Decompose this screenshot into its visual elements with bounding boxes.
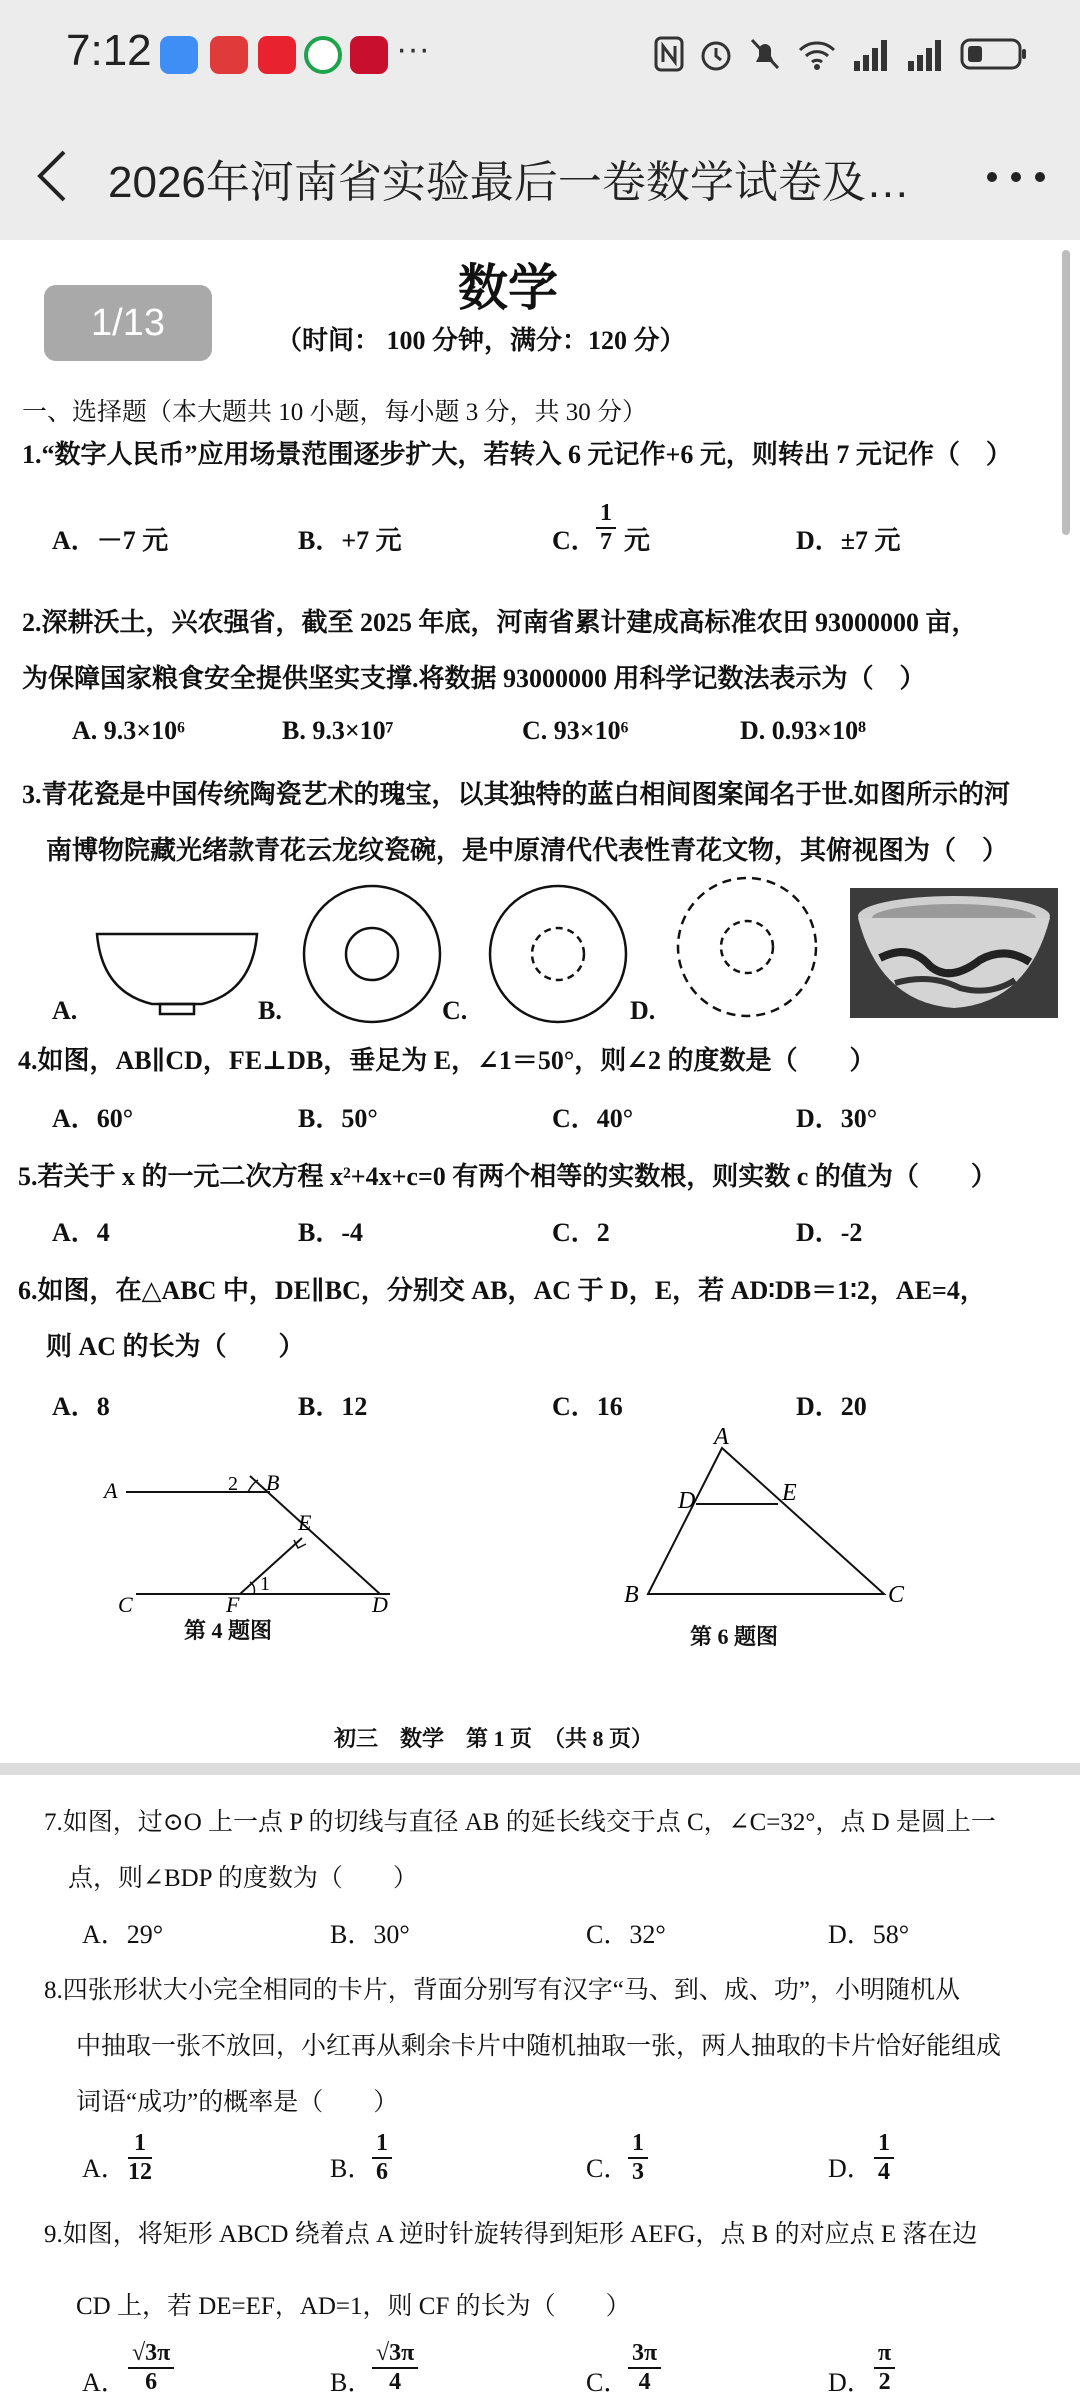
news-app-icon [210, 36, 248, 74]
q5-option-b: B．-4 [298, 1218, 364, 1247]
q9-option-d: D． [828, 2368, 873, 2397]
q6-option-b: B．12 [298, 1392, 368, 1421]
question-7-stem-line2: 点，则∠BDP 的度数为（ ） [68, 1865, 418, 1892]
q4-option-b: B．50° [298, 1104, 378, 1133]
question-6-stem-line2: 则 AC 的长为（ ） [46, 1332, 305, 1361]
question-7-stem-line1: 7.如图，过⊙O 上一点 P 的切线与直径 AB 的延长线交于点 C，∠C=32°，点 D 是圆上一 [44, 1809, 996, 1836]
q8-option-a-fraction [128, 2130, 152, 2186]
figure-4-caption: 第 4 题图 [184, 1618, 273, 1643]
nfc-icon [654, 36, 684, 72]
question-3-stem-line1: 3.青花瓷是中国传统陶瓷艺术的瑰宝，以其独特的蓝白相间图案闻名于世.如图所示的河 [22, 780, 1011, 809]
q7-option-c: C．32° [586, 1920, 666, 1949]
frac-den: 7 [600, 529, 612, 555]
fig6-label-a: A [714, 1424, 729, 1450]
exam-info: （时间： 100 分钟，满分：120 分） [276, 326, 686, 355]
frac-num: 1 [874, 2130, 894, 2159]
q6-option-c: C．16 [552, 1392, 623, 1421]
question-1-stem: 1.“数字人民币”应用场景范围逐步扩大，若转入 6 元记作+6 元，则转出 7 元记作（ ） [22, 440, 1012, 469]
app-header [0, 110, 1080, 240]
frac-den: 4 [638, 2369, 651, 2395]
q5-option-a: A．4 [52, 1218, 110, 1247]
fig4-label-c: C [118, 1592, 133, 1617]
q6-option-a: A．8 [52, 1392, 110, 1421]
shopping-app-icon [258, 36, 296, 74]
question-4-stem: 4.如图，AB∥CD，FE⊥DB，垂足为 E，∠1＝50°，则∠2 的度数是（ ） [18, 1046, 876, 1075]
q3-option-d-dashed-circles [676, 876, 818, 1018]
q3-option-a: A. [52, 996, 78, 1025]
question-8-stem-line3: 词语“成功”的概率是（ ） [76, 2089, 399, 2116]
scrollbar[interactable] [1062, 250, 1070, 535]
frac-num: √3π [128, 2340, 174, 2369]
question-9-stem-line1: 9.如图，将矩形 ABCD 绕着点 A 逆时针旋转得到矩形 AEFG，点 B 的对应点 E 落在边 [44, 2221, 978, 2248]
q3-option-b-solid-circles [302, 884, 442, 1024]
fig6-label-d: D [678, 1488, 696, 1514]
fig6-label-b: B [624, 1582, 639, 1608]
q1-option-a: A．－7 元 [52, 526, 169, 555]
q9-option-b-fraction [372, 2340, 418, 2396]
alarm-icon [698, 36, 734, 72]
fig4-label-2: 2 [228, 1473, 238, 1495]
q8-option-d: D． [828, 2154, 873, 2183]
signal-icon-2 [906, 37, 946, 71]
status-time: 7:12 [66, 26, 152, 75]
q4-option-d: D．30° [796, 1104, 878, 1133]
fig4-label-f: F [226, 1592, 240, 1617]
q2-option-c: C. 93×10⁶ [522, 716, 629, 745]
back-arrow-icon[interactable] [34, 148, 74, 204]
q3-option-b: B. [258, 996, 282, 1025]
q5-option-c: C．2 [552, 1218, 610, 1247]
q1-option-b: B．+7 元 [298, 526, 402, 555]
frac-num: 1 [128, 2130, 152, 2159]
q3-option-c: C. [442, 996, 468, 1025]
q9-option-a-fraction [128, 2340, 174, 2396]
battery-icon [960, 36, 1028, 72]
document-title: 2026年河南省实验最后一卷数学试卷及… [108, 158, 910, 207]
q1-option-c-fraction [596, 500, 616, 556]
exam-subject: 数学 [458, 260, 558, 316]
signal-icon-1 [852, 37, 892, 71]
page-separator [0, 1763, 1080, 1775]
page-footer: 初三 数学 第 1 页 （共 8 页） [334, 1726, 654, 1751]
figure-6-diagram [618, 1424, 918, 1608]
q9-option-d-fraction [874, 2340, 895, 2396]
frac-num: π [874, 2340, 895, 2369]
page-indicator: 1/13 [44, 285, 212, 361]
q7-option-b: B．30° [330, 1920, 410, 1949]
frac-num: √3π [372, 2340, 418, 2369]
q8-option-b-fraction [372, 2130, 392, 2186]
porcelain-bowl-photo [850, 888, 1058, 1018]
q2-option-a: A. 9.3×10⁶ [72, 716, 185, 745]
q8-option-c: C． [586, 2154, 630, 2183]
fig4-label-1: 1 [260, 1573, 270, 1595]
frac-den: 3 [632, 2159, 644, 2185]
q2-option-b: B. 9.3×10⁷ [282, 716, 394, 745]
question-9-stem-line2: CD 上，若 DE=EF，AD=1，则 CF 的长为（ ） [76, 2293, 631, 2320]
q8-option-a: A． [82, 2154, 127, 2183]
q9-option-c: C． [586, 2368, 630, 2397]
frac-num: 1 [628, 2130, 648, 2159]
question-2-stem-line1: 2.深耕沃土，兴农强省，截至 2025 年底，河南省累计建成高标准农田 93000000 亩， [22, 608, 978, 637]
status-bar [0, 0, 1080, 110]
system-icons [654, 32, 1028, 76]
fig4-label-a: A [104, 1478, 118, 1503]
payment-app-icon [304, 36, 342, 74]
q2-option-d: D. 0.93×10⁸ [740, 716, 866, 745]
q9-option-c-fraction [628, 2340, 661, 2396]
q6-option-d: D．20 [796, 1392, 867, 1421]
frac-num: 3π [628, 2340, 661, 2369]
wifi-icon [796, 36, 838, 72]
q3-option-c-dashed-inner [488, 884, 628, 1024]
more-options-icon[interactable] [986, 170, 1046, 184]
question-3-stem-line2: 南博物院藏光绪款青花云龙纹瓷碗，是中原清代代表性青花文物，其俯视图为（ ） [46, 836, 1009, 865]
q4-option-a: A．60° [52, 1104, 134, 1133]
q9-option-a: A． [82, 2368, 127, 2397]
question-8-stem-line1: 8.四张形状大小完全相同的卡片，背面分别写有汉字“马、到、成、功”，小明随机从 [44, 1977, 960, 2004]
more-notifications-icon: ··· [396, 30, 430, 68]
frac-den: 12 [128, 2159, 152, 2185]
q8-option-d-fraction [874, 2130, 894, 2186]
question-5-stem: 5.若关于 x 的一元二次方程 x²+4x+c=0 有两个相等的实数根，则实数 c 的值为（ ） [18, 1162, 997, 1191]
frac-den: 6 [376, 2159, 388, 2185]
q3-option-d: D. [630, 996, 656, 1025]
message-app-icon [160, 36, 198, 74]
fig4-label-e: E [298, 1510, 312, 1535]
q9-option-b: B． [330, 2368, 374, 2397]
question-6-stem-line1: 6.如图，在△ABC 中，DE∥BC，分别交 AB，AC 于 D，E，若 AD∶DB＝1∶2，AE=4， [18, 1276, 986, 1305]
mute-icon [748, 36, 782, 72]
q1-option-d: D．±7 元 [796, 526, 901, 555]
question-8-stem-line2: 中抽取一张不放回，小红再从剩余卡片中随机抽取一张，两人抽取的卡片恰好能组成 [76, 2033, 1002, 2060]
frac-num: 1 [596, 500, 616, 529]
bank-app-icon [350, 36, 388, 74]
fig6-label-e: E [782, 1480, 797, 1506]
question-2-stem-line2: 为保障国家粮食安全提供坚实支撑.将数据 93000000 用科学记数法表示为（ ） [22, 664, 926, 693]
fig6-label-c: C [888, 1582, 905, 1608]
q8-option-c-fraction [628, 2130, 648, 2186]
q3-option-a-bowl-side-view [92, 922, 262, 1016]
figure-6-caption: 第 6 题图 [690, 1624, 779, 1649]
frac-num: 1 [372, 2130, 392, 2159]
q8-option-b: B． [330, 2154, 374, 2183]
figure-4-diagram [100, 1460, 400, 1617]
fig4-label-d: D [372, 1592, 388, 1617]
q5-option-d: D．-2 [796, 1218, 863, 1247]
q1-option-c-unit: 元 [624, 526, 651, 555]
section-heading: 一、选择题（本大题共 10 小题，每小题 3 分，共 30 分） [22, 399, 648, 426]
q7-option-d: D．58° [828, 1920, 910, 1949]
frac-den: 4 [389, 2369, 402, 2395]
q1-option-c: C． [552, 526, 597, 555]
frac-den: 4 [878, 2159, 890, 2185]
frac-den: 2 [878, 2369, 891, 2395]
q4-option-c: C．40° [552, 1104, 634, 1133]
q7-option-a: A．29° [82, 1920, 164, 1949]
document-viewer[interactable] [0, 240, 1080, 2403]
fig4-label-b: B [266, 1470, 280, 1495]
frac-den: 6 [145, 2369, 158, 2395]
